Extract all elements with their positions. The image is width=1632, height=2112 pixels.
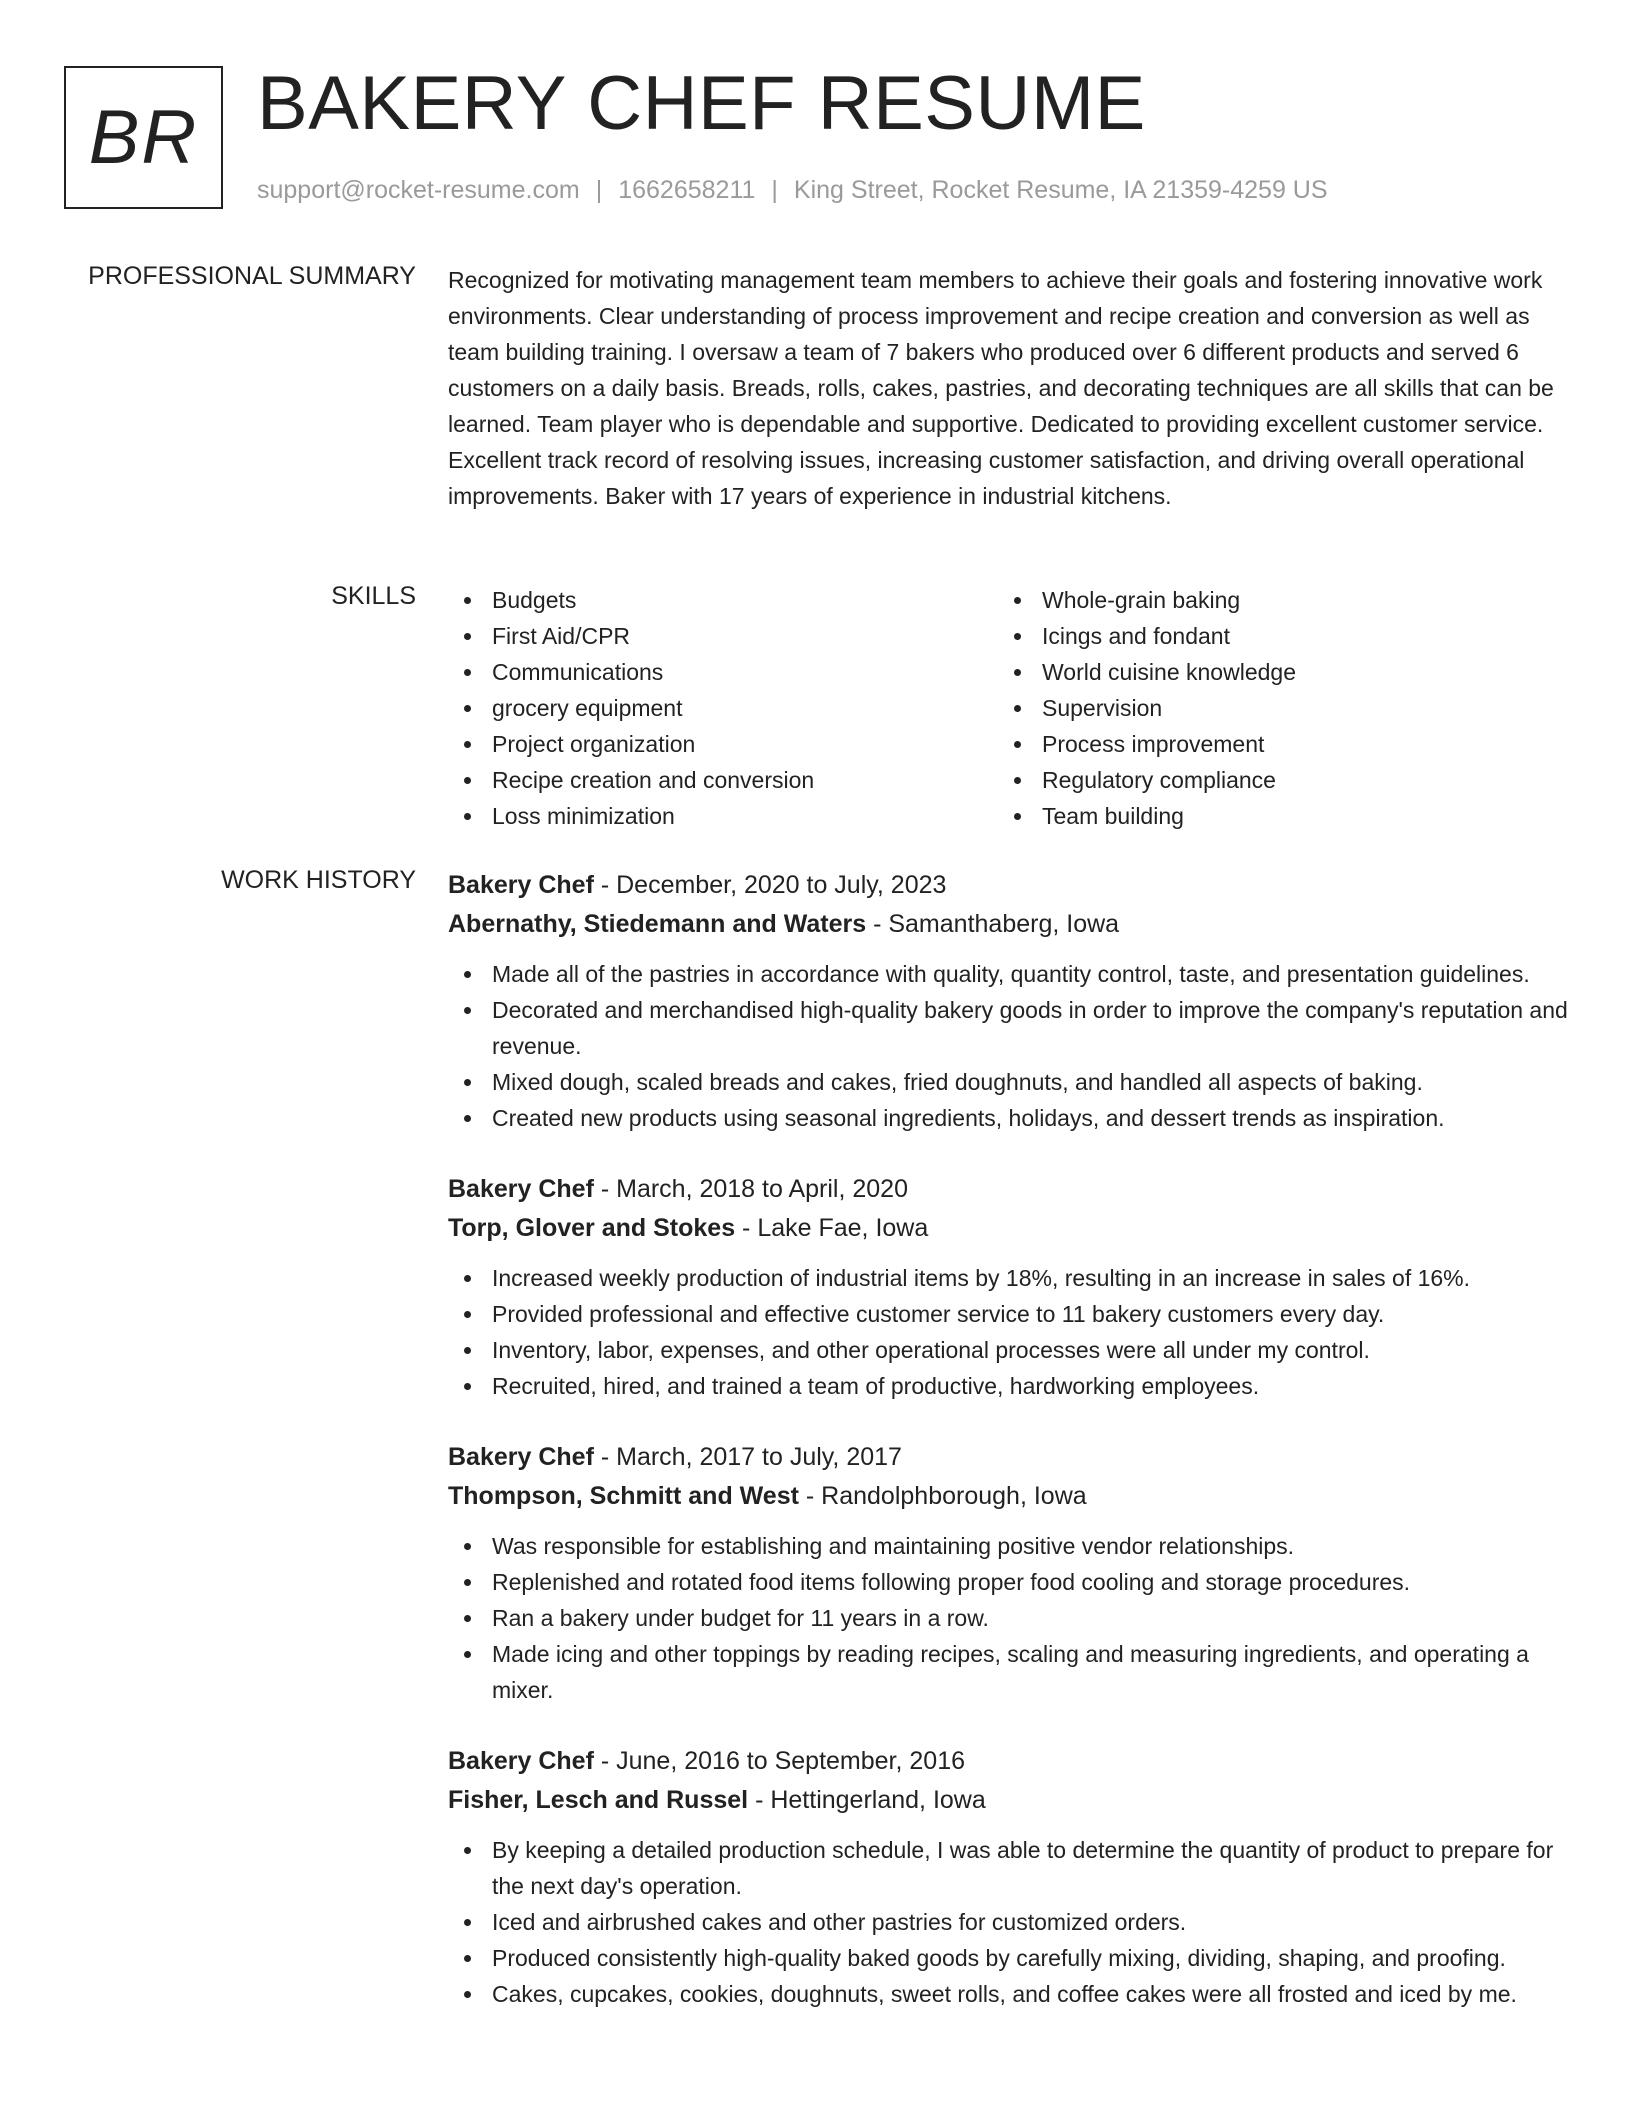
skill-item: grocery equipment bbox=[448, 690, 998, 726]
skill-item: Communications bbox=[448, 654, 998, 690]
job-bullet: Provided professional and effective customer service to 11 bakery customers every day. bbox=[448, 1296, 1568, 1332]
contact-email: support@rocket-resume.com bbox=[257, 176, 580, 204]
skill-item: Supervision bbox=[998, 690, 1548, 726]
section-heading: PROFESSIONAL SUMMARY bbox=[88, 262, 416, 290]
job-company-line bbox=[448, 1781, 1568, 1820]
job-company: Fisher, Lesch and Russel bbox=[448, 1786, 749, 1814]
job-bullet: Produced consistently high-quality baked goods by carefully mixing, dividing, shaping, and proofing. bbox=[448, 1940, 1568, 1976]
skill-item: Icings and fondant bbox=[998, 618, 1548, 654]
skill-item: First Aid/CPR bbox=[448, 618, 998, 654]
job-company: Thompson, Schmitt and West bbox=[448, 1482, 799, 1510]
job-dates: - June, 2016 to September, 2016 bbox=[593, 1747, 965, 1775]
job-title: Bakery Chef bbox=[448, 1747, 594, 1775]
job-dates: - March, 2017 to July, 2017 bbox=[593, 1443, 902, 1471]
job-title-line bbox=[448, 1170, 1568, 1209]
job-location: - Samanthaberg, Iowa bbox=[866, 910, 1120, 938]
job-bullet: Increased weekly production of industrial items by 18%, resulting in an increase in sales of 16%. bbox=[448, 1260, 1568, 1296]
job-bullet: Made icing and other toppings by reading recipes, scaling and measuring ingredients, and operating a mixer. bbox=[448, 1636, 1568, 1708]
job-bullet: Inventory, labor, expenses, and other operational processes were all under my control. bbox=[448, 1332, 1568, 1368]
job-bullets bbox=[448, 956, 1568, 1136]
job-company: Abernathy, Stiedemann and Waters bbox=[448, 910, 867, 938]
skill-item: Team building bbox=[998, 798, 1548, 834]
skill-item: Loss minimization bbox=[448, 798, 998, 834]
skill-item: Recipe creation and conversion bbox=[448, 762, 998, 798]
job-bullets bbox=[448, 1260, 1568, 1404]
job-bullet: Was responsible for establishing and maintaining positive vendor relationships. bbox=[448, 1528, 1568, 1564]
job-company: Torp, Glover and Stokes bbox=[448, 1214, 736, 1242]
contact-separator: | bbox=[771, 176, 778, 204]
job-bullets bbox=[448, 1832, 1568, 2012]
summary-text: Recognized for motivating management team members to achieve their goals and fostering innovative work environments. Clear understanding of process improvement and recipe creation and conversion as well as team building training. I oversaw a team of 7 bakers who produced over 6 different products and served 6 customers on a daily basis. Breads, rolls, cakes, pastries, and decorating techniques are all skills that can be learned. Team player who is dependable and supportive. Dedicated to providing excellent customer service. Excellent track record of resolving issues, increasing customer satisfaction, and driving overall operational improvements. Baker with 17 years of experience in industrial kitchens. bbox=[448, 267, 1554, 509]
job-dates: - December, 2020 to July, 2023 bbox=[593, 871, 947, 899]
job-title: Bakery Chef bbox=[448, 1175, 594, 1203]
job-company-line bbox=[448, 1209, 1568, 1248]
skills-columns bbox=[448, 582, 1568, 834]
section-heading: SKILLS bbox=[331, 582, 416, 610]
work-history-body bbox=[448, 866, 1568, 2046]
monogram-box bbox=[64, 66, 223, 209]
job-bullet: Mixed dough, scaled breads and cakes, fried doughnuts, and handled all aspects of baking. bbox=[448, 1064, 1568, 1100]
job-entry bbox=[448, 1438, 1568, 1708]
job-bullet: Ran a bakery under budget for 11 years in a row. bbox=[448, 1600, 1568, 1636]
skills-list-right bbox=[998, 582, 1548, 834]
job-title-line bbox=[448, 866, 1568, 905]
job-entry bbox=[448, 866, 1568, 1136]
skill-item: Project organization bbox=[448, 726, 998, 762]
skill-item: Regulatory compliance bbox=[998, 762, 1548, 798]
job-entry bbox=[448, 1170, 1568, 1404]
skill-item: Budgets bbox=[448, 582, 998, 618]
resume-header bbox=[64, 61, 1564, 216]
section-heading: WORK HISTORY bbox=[221, 866, 416, 894]
skill-item: Whole-grain baking bbox=[998, 582, 1548, 618]
job-bullets bbox=[448, 1528, 1568, 1708]
contact-phone: 1662658211 bbox=[618, 176, 756, 204]
resume-title: BAKERY CHEF RESUME bbox=[257, 61, 1146, 146]
skill-item: World cuisine knowledge bbox=[998, 654, 1548, 690]
job-bullet: Replenished and rotated food items following proper food cooling and storage procedures. bbox=[448, 1564, 1568, 1600]
job-dates: - March, 2018 to April, 2020 bbox=[593, 1175, 908, 1203]
job-title: Bakery Chef bbox=[448, 1443, 594, 1471]
job-title: Bakery Chef bbox=[448, 871, 594, 899]
job-bullet: Made all of the pastries in accordance with quality, quantity control, taste, and presentation guidelines. bbox=[448, 956, 1568, 992]
job-location: - Hettingerland, Iowa bbox=[748, 1786, 986, 1814]
contact-line bbox=[257, 176, 1328, 205]
skill-item: Process improvement bbox=[998, 726, 1548, 762]
job-bullet: Created new products using seasonal ingredients, holidays, and dessert trends as inspiration. bbox=[448, 1100, 1568, 1136]
job-bullet: Decorated and merchandised high-quality bakery goods in order to improve the company's reputation and revenue. bbox=[448, 992, 1568, 1064]
job-bullet: By keeping a detailed production schedule, I was able to determine the quantity of product to prepare for the next day's operation. bbox=[448, 1832, 1568, 1904]
job-title-line bbox=[448, 1438, 1568, 1477]
job-location: - Lake Fae, Iowa bbox=[735, 1214, 929, 1242]
job-location: - Randolphborough, Iowa bbox=[798, 1482, 1087, 1510]
contact-address: King Street, Rocket Resume, IA 21359-4259 US bbox=[793, 176, 1328, 204]
contact-separator: | bbox=[595, 176, 603, 204]
job-bullet: Cakes, cupcakes, cookies, doughnuts, sweet rolls, and coffee cakes were all frosted and iced by me. bbox=[448, 1976, 1568, 2012]
job-company-line bbox=[448, 1477, 1568, 1516]
skills-list-left bbox=[448, 582, 998, 834]
job-bullet: Iced and airbrushed cakes and other pastries for customized orders. bbox=[448, 1904, 1568, 1940]
job-company-line bbox=[448, 905, 1568, 944]
job-bullet: Recruited, hired, and trained a team of productive, hardworking employees. bbox=[448, 1368, 1568, 1404]
job-title-line bbox=[448, 1742, 1568, 1781]
monogram-initials: BR bbox=[88, 95, 199, 180]
job-entry bbox=[448, 1742, 1568, 2012]
